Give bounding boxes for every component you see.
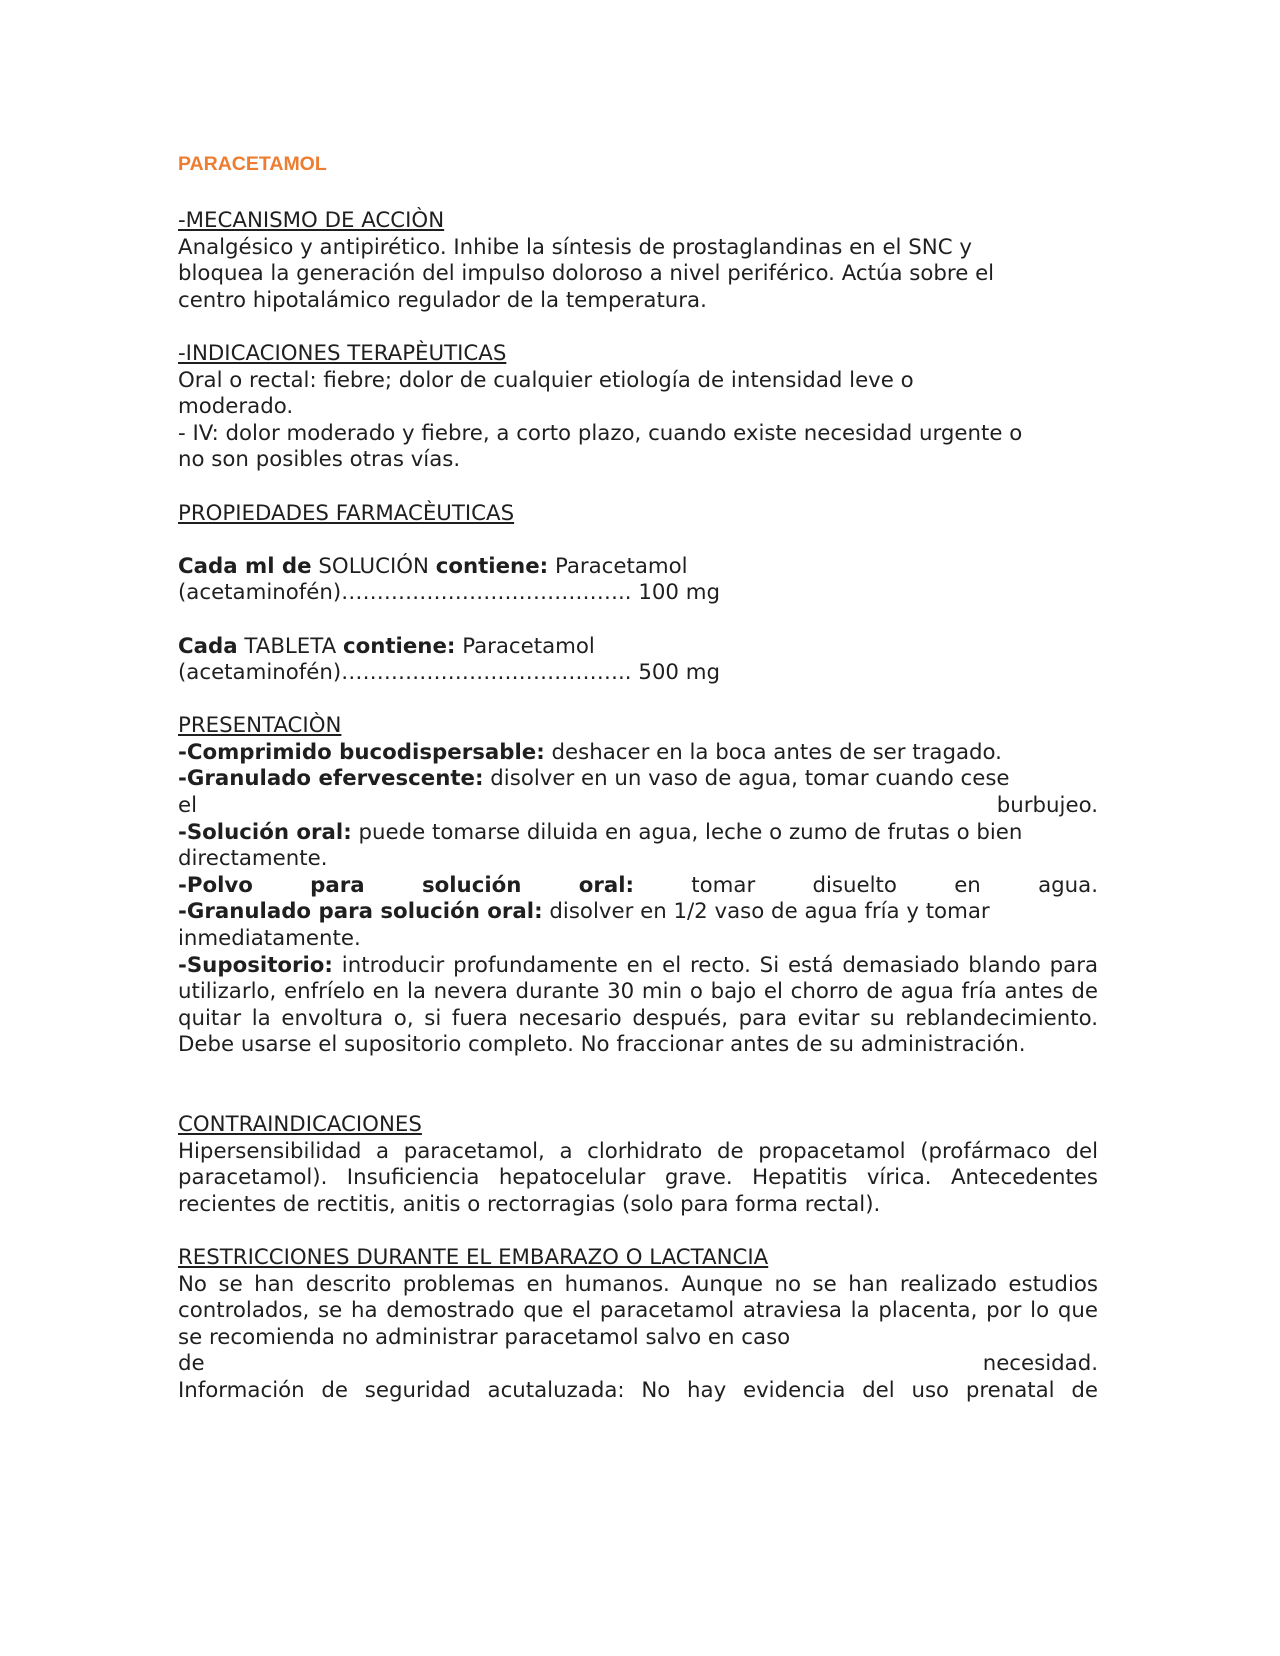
restricciones-info: Información de seguridad acutaluzada: No hay evidencia del uso prenatal de	[178, 1377, 1098, 1403]
contraindicaciones-text: Hipersensibilidad a paracetamol, a clorhidrato de propacetamol (profármaco del paracetamol). Insuficiencia hepatocelular grave. Hepatitis vírica. Antecedentes recientes de rectitis, anitis o rectorragias (solo para forma rectal).	[178, 1138, 1098, 1217]
solucion-dose: (acetaminofén)………………………………….. 100 mg	[178, 580, 721, 606]
plain-text: introducir profundamente en el recto. Si está demasiado blando para utilizarlo, enfríelo en la nevera durante 30 min o bajo el chorro de agua fría antes de quitar la envoltura o, si fuera necesario después, para evitar su reblandecimiento. Debe usarse el supositorio completo. No fraccionar antes de su administración.	[178, 952, 1098, 1058]
indicaciones-line: no son posibles otras vías.	[178, 447, 461, 473]
document-page	[178, 150, 1098, 1405]
bold-text: contiene:	[342, 633, 456, 659]
section-heading-mecanismo: -MECANISMO DE ACCIÒN	[178, 208, 445, 233]
bold-word: oral:	[578, 872, 635, 898]
bold-text: -Granulado efervescente:	[178, 766, 484, 792]
plain-text: Paracetamol	[455, 633, 595, 659]
bold-text: -Solución oral:	[178, 819, 352, 845]
plain-word: en	[954, 872, 981, 898]
bold-text: contiene:	[435, 553, 549, 579]
section-heading-restricciones: RESTRICCIONES DURANTE EL EMBARAZO O LACTANCIA	[178, 1244, 769, 1270]
presentacion-granulado-solucion-cont: inmediatamente.	[178, 926, 361, 952]
bold-text: -Comprimido bucodispersable:	[178, 739, 545, 765]
restricciones-text: No se han descrito problemas en humanos. Aunque no se han realizado estudios controlados, se ha demostrado que el paracetamol atraviesa la placenta, por lo que se recomienda no administrar paracetamol salvo en caso	[178, 1271, 1098, 1350]
presentacion-solucion-oral	[178, 820, 1098, 847]
section-heading-contraindicaciones: CONTRAINDICACIONES	[178, 1112, 422, 1137]
document-title: PARACETAMOL	[178, 153, 327, 175]
mecanismo-line: bloquea la generación del impulso doloroso a nivel periférico. Actúa sobre el	[178, 261, 995, 287]
bold-text: Cada	[178, 633, 238, 659]
bold-word: -Polvo	[178, 872, 253, 898]
restricciones-text-cont	[178, 1351, 1098, 1378]
mecanismo-line: centro hipotalámico regulador de la temperatura.	[178, 287, 707, 313]
plain-text: puede tomarse diluida en agua, leche o zumo de frutas o bien	[351, 819, 1023, 845]
bold-text: -Supositorio:	[178, 952, 333, 978]
plain-text: de	[178, 1351, 205, 1377]
tableta-composition	[178, 634, 1098, 661]
indicaciones-line: Oral o rectal: fiebre; dolor de cualquier etiología de intensidad leve o	[178, 367, 914, 393]
presentacion-solucion-oral-cont: directamente.	[178, 846, 328, 872]
bold-word: solución	[421, 872, 522, 898]
plain-text: burbujeo.	[996, 793, 1098, 819]
mecanismo-line: Analgésico y antipirético. Inhibe la síntesis de prostaglandinas en el SNC y	[178, 234, 972, 260]
plain-text: deshacer en la boca antes de ser tragado.	[544, 739, 1002, 765]
presentacion-granulado-efervescente	[178, 766, 1098, 793]
presentacion-supositorio	[178, 953, 1098, 1059]
plain-text: disolver en 1/2 vaso de agua fría y tomar	[542, 899, 990, 925]
plain-text: el	[178, 793, 198, 819]
bold-text: Cada ml de	[178, 553, 312, 579]
section-heading-propiedades: PROPIEDADES FARMACÈUTICAS	[178, 500, 515, 526]
section-heading-indicaciones: -INDICACIONES TERAPÈUTICAS	[178, 340, 507, 366]
plain-word: tomar	[691, 872, 756, 898]
indicaciones-line: - IV: dolor moderado y fiebre, a corto plazo, cuando existe necesidad urgente o	[178, 420, 1023, 446]
plain-text: necesidad.	[982, 1351, 1098, 1377]
plain-word: disuelto	[812, 872, 897, 898]
presentacion-granulado-efervescente-cont	[178, 793, 1098, 820]
section-heading-presentacion: PRESENTACIÒN	[178, 713, 342, 739]
plain-text: TABLETA	[237, 633, 343, 659]
presentacion-comprimido	[178, 740, 1098, 767]
bold-word: para	[310, 872, 365, 898]
presentacion-polvo	[178, 873, 1098, 900]
bold-text: -Granulado para solución oral:	[178, 899, 543, 925]
solucion-composition	[178, 554, 1098, 581]
indicaciones-line: moderado.	[178, 394, 294, 420]
plain-word: agua.	[1038, 872, 1098, 898]
tableta-dose: (acetaminofén)………………………………….. 500 mg	[178, 660, 721, 686]
presentacion-granulado-solucion	[178, 899, 1098, 926]
plain-text: disolver en un vaso de agua, tomar cuando cese	[483, 766, 1010, 792]
plain-text: SOLUCIÓN	[311, 553, 436, 579]
plain-text: Paracetamol	[548, 553, 688, 579]
